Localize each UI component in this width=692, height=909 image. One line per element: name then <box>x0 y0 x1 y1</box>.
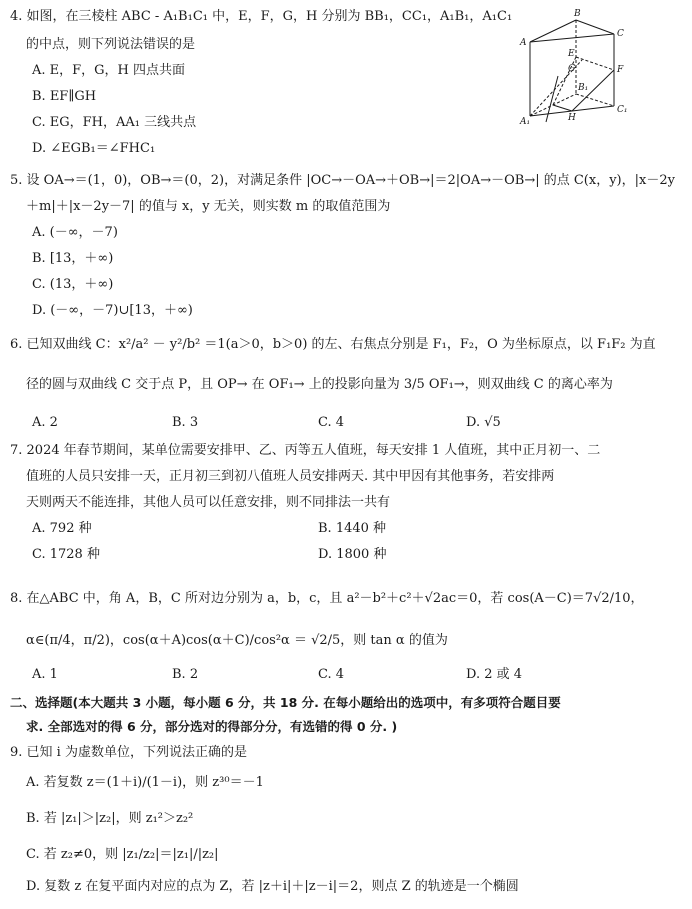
q4-option-c: C. EG，FH，AA₁ 三线共点 <box>32 115 197 130</box>
q7-stem-line-1: 7. 2024 年春节期间，某单位需要安排甲、乙、丙等五人值班，每天安排 1 人值班，其中正月初一、二 <box>10 443 601 458</box>
q9-stem: 9. 已知 i 为虚数单位，下列说法正确的是 <box>10 745 247 760</box>
q9-option-d: D. 复数 z 在复平面内对应的点为 Z，若 |z＋i|＋|z－i|＝2，则点 Z 的轨迹是一个椭圆 <box>26 879 519 894</box>
prism-figure <box>516 6 636 130</box>
q5-option-c: C. (13，＋∞) <box>32 277 114 292</box>
q4-stem-line-1: 4. 如图，在三棱柱 ABC - A₁B₁C₁ 中，E，F，G，H 分别为 BB₁，CC₁，A₁B₁，A₁C₁ <box>10 9 513 24</box>
q7-option-d: D. 1800 种 <box>318 547 387 562</box>
section-2-heading-line-2: 求. 全部选对的得 6 分，部分选对的得部分分，有选错的得 0 分. ) <box>26 719 398 734</box>
label-a: A <box>520 38 527 48</box>
q7-option-b: B. 1440 种 <box>318 521 387 536</box>
q5-stem-line-2: ＋m|＋|x－2y－7| 的值与 x，y 无关，则实数 m 的取值范围为 <box>26 199 391 214</box>
q5-option-b: B. [13，＋∞) <box>32 251 114 266</box>
q9-option-b: B. 若 |z₁|＞|z₂|，则 z₁²＞z₂² <box>26 811 194 826</box>
q7-option-a: A. 792 种 <box>32 521 92 536</box>
q5-option-d: D. (－∞，－7)∪[13，＋∞) <box>32 303 193 318</box>
q4-option-d: D. ∠EGB₁＝∠FHC₁ <box>32 141 156 156</box>
q7-stem-line-2: 值班的人员只安排一天，正月初三到初八值班人员安排两天. 其中甲因有其他事务，若安排两 <box>26 469 555 484</box>
label-h: H <box>568 113 576 123</box>
q6-option-c: C. 4 <box>318 415 345 430</box>
q8-stem-line-1: 8. 在△ABC 中，角 A，B，C 所对边分别为 a，b，c，且 a²－b²＋c²＋√2ac＝0，若 cos(A－C)＝7√2/10， <box>10 591 644 606</box>
label-e: E <box>568 49 575 59</box>
q8-option-d: D. 2 或 4 <box>466 667 523 682</box>
q7-stem-line-3: 天则两天不能连排，其他人员可以任意安排，则不同排法一共有 <box>26 495 391 510</box>
q7-option-c: C. 1728 种 <box>32 547 100 562</box>
q6-option-d: D. √5 <box>466 415 501 430</box>
label-c1: C₁ <box>617 105 628 115</box>
q4-option-a: A. E，F，G，H 四点共面 <box>32 63 186 78</box>
q8-option-b: B. 2 <box>172 667 199 682</box>
section-2-heading-line-1: 二、选择题(本大题共 3 小题，每小题 6 分，共 18 分. 在每小题给出的选项中，有多项符合题目要 <box>10 695 561 710</box>
label-a1: A₁ <box>520 117 531 127</box>
q4-stem-line-2: 的中点，则下列说法错误的是 <box>26 37 196 52</box>
q6-option-b: B. 3 <box>172 415 199 430</box>
label-f: F <box>617 65 624 75</box>
label-g: G <box>568 64 576 74</box>
q5-option-a: A. (－∞，－7) <box>32 225 118 240</box>
q9-option-c: C. 若 z₂≠0，则 |z₁/z₂|＝|z₁|/|z₂| <box>26 847 219 862</box>
q8-stem-line-2: α∈(π/4，π/2)，cos(α＋A)cos(α＋C)/cos²α ＝ √2/5，则 tan α 的值为 <box>26 633 448 648</box>
label-b: B <box>574 9 581 19</box>
q6-stem-line-2: 径的圆与双曲线 C 交于点 P，且 OP→ 在 OF₁→ 上的投影向量为 3/5 OF₁→，则双曲线 C 的离心率为 <box>26 377 613 392</box>
q5-stem-line-1: 5. 设 OA→＝(1，0)，OB→＝(0，2)，对满足条件 |OC→－OA→＋OB→|＝2|OA→－OB→| 的点 C(x，y)，|x－2y <box>10 173 675 188</box>
label-c: C <box>617 29 624 39</box>
q6-option-a: A. 2 <box>32 415 58 430</box>
label-b1: B₁ <box>578 83 589 93</box>
q6-stem-line-1: 6. 已知双曲线 C：x²/a² － y²/b² ＝1(a＞0，b＞0) 的左、右焦点分别是 F₁，F₂，O 为坐标原点，以 F₁F₂ 为直 <box>10 337 656 352</box>
q4-option-b: B. EF∥GH <box>32 89 97 104</box>
q8-option-c: C. 4 <box>318 667 345 682</box>
q9-option-a: A. 若复数 z＝(1＋i)/(1－i)，则 z³⁰＝－1 <box>26 775 264 790</box>
q8-option-a: A. 1 <box>32 667 58 682</box>
